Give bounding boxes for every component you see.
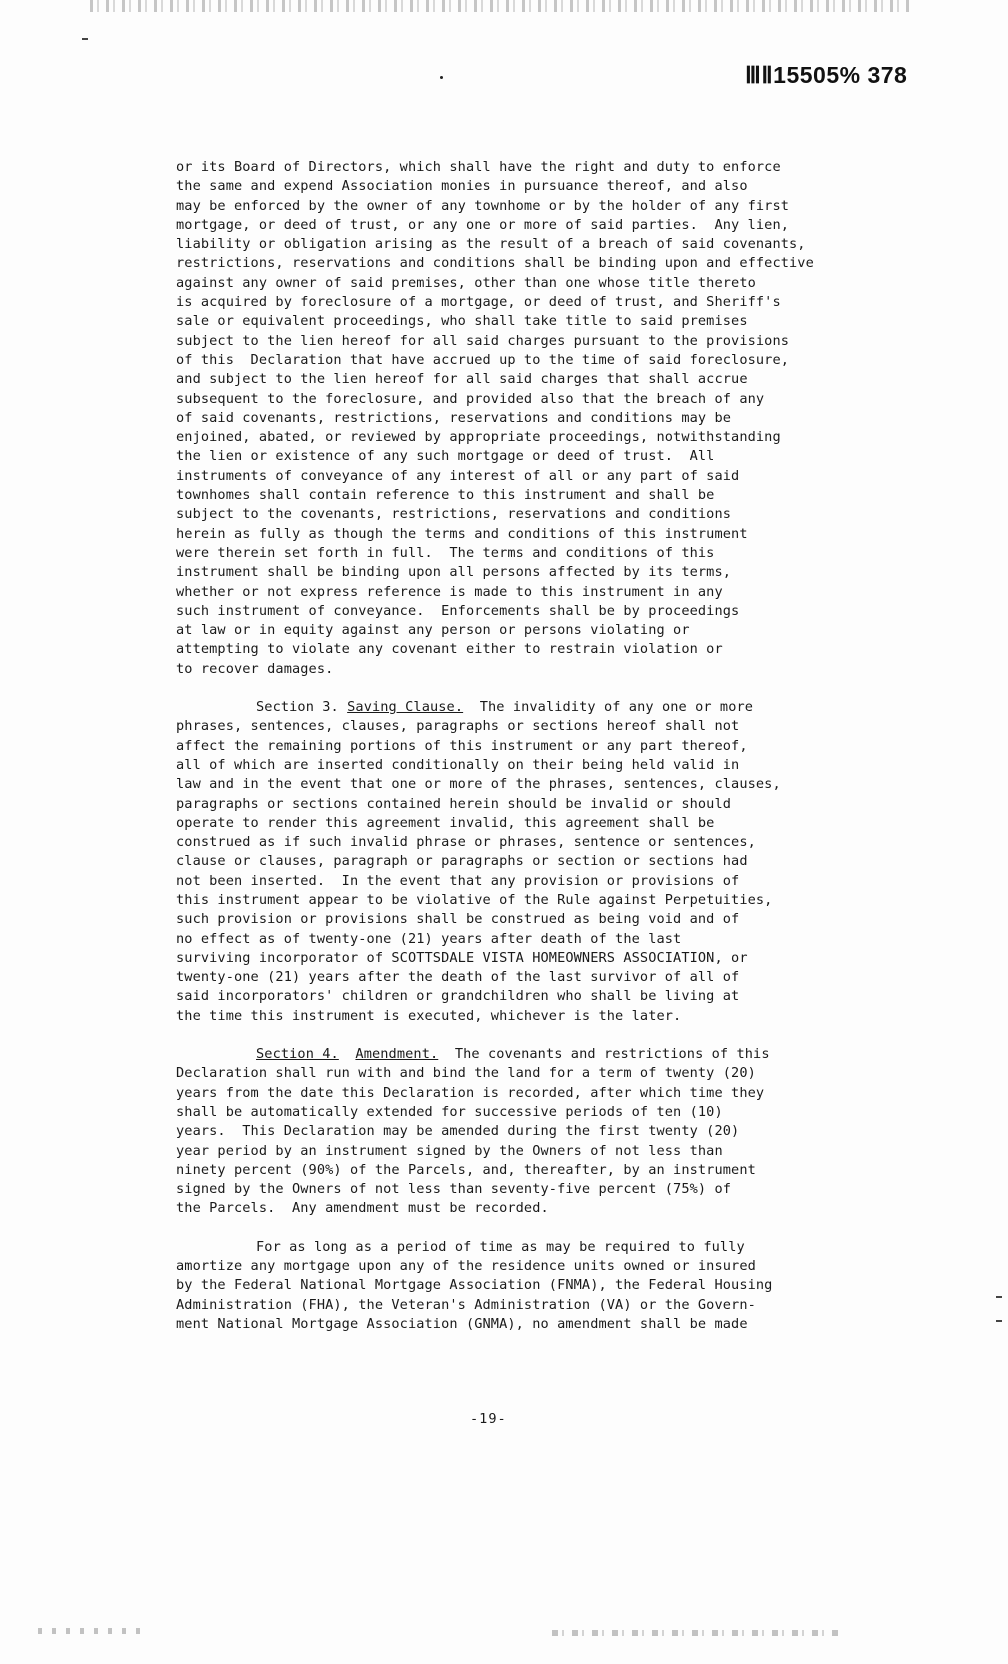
text-line: the lien or existence of any such mortgage or deed of trust. All [176, 448, 715, 465]
text-line: by the Federal National Mortgage Association (FNMA), the Federal Housing [176, 1277, 773, 1294]
text-line: or its Board of Directors, which shall have the right and duty to enforce [176, 159, 781, 175]
margin-mark [996, 1296, 1002, 1298]
text-line: signed by the Owners of not less than seventy-five percent (75%) of [176, 1181, 732, 1198]
text-line: affect the remaining portions of this instrument or any part thereof, [176, 737, 748, 754]
text-line: For as long as a period of time as may be required to fully [256, 1238, 745, 1255]
text-line: whether or not express reference is made to this instrument in any [176, 583, 723, 600]
text-line: to recover damages. [176, 660, 334, 677]
text-line: and subject to the lien hereof for all said charges that shall accrue [176, 371, 748, 388]
text-line: said incorporators' children or grandchildren who shall be living at [176, 988, 740, 1005]
text-line: year period by an instrument signed by the Owners of not less than [176, 1142, 723, 1159]
text-line: against any owner of said premises, other than one whose title thereto [176, 274, 756, 291]
scan-artifact-top [90, 0, 910, 12]
margin-mark [82, 38, 88, 40]
text-line: such provision or provisions shall be construed as being void and of [176, 911, 740, 928]
text-line: paragraphs or sections contained herein should be invalid or should [176, 795, 732, 812]
section-number: Section 3. [256, 699, 339, 716]
text-line: subsequent to the foreclosure, and provided also that the breach of any [176, 390, 765, 407]
text-line: twenty-one (21) years after the death of the last survivor of all of [176, 969, 740, 986]
text-line: instrument shall be binding upon all persons affected by its terms, [176, 564, 732, 581]
text-line: instruments of conveyance of any interest of all or any part of said [176, 467, 740, 484]
scan-artifact-bottom-right [552, 1630, 842, 1636]
text-line: not been inserted. In the event that any provision or provisions of [176, 872, 740, 889]
paragraph-enforcement [176, 158, 936, 679]
text-line: ment National Mortgage Association (GNMA), no amendment shall be made [176, 1315, 748, 1332]
text-line: Declaration shall run with and bind the land for a term of twenty (20) [176, 1065, 756, 1082]
text-line: the same and expend Association monies in pursuance thereof, and also [176, 178, 748, 195]
text-line: subject to the lien hereof for all said charges pursuant to the provisions [176, 332, 790, 349]
document-body [176, 158, 936, 1334]
scan-dot [440, 76, 443, 79]
section-title: Saving Clause. [347, 699, 464, 716]
text-line: the time this instrument is executed, whichever is the later. [176, 1007, 682, 1024]
text-line: years. This Declaration may be amended during the first twenty (20) [176, 1123, 740, 1140]
text-line: herein as fully as though the terms and conditions of this instrument [176, 525, 748, 542]
text-line: is acquired by foreclosure of a mortgage, or deed of trust, and Sheriff's [176, 294, 781, 311]
page-number: -19- [470, 1411, 507, 1427]
text-line: surviving incorporator of SCOTTSDALE VISTA HOMEOWNERS ASSOCIATION, or [176, 949, 748, 966]
text-segment: The invalidity of any one or more [463, 699, 754, 716]
text-line: Administration (FHA), the Veteran's Administration (VA) or the Govern- [176, 1296, 756, 1313]
text-line: may be enforced by the owner of any townhome or by the holder of any first [176, 197, 790, 214]
text-line: phrases, sentences, clauses, paragraphs or sections hereof shall not [176, 718, 740, 735]
text-line: construed as if such invalid phrase or phrases, sentence or sentences, [176, 834, 756, 851]
text-line: mortgage, or deed of trust, or any one or more of said parties. Any lien, [176, 216, 790, 233]
scan-artifact-bottom-left [38, 1628, 148, 1634]
section-3-saving-clause [176, 698, 936, 1026]
text-line: operate to render this agreement invalid, this agreement shall be [176, 814, 715, 831]
text-line: law and in the event that one or more of the phrases, sentences, clauses, [176, 776, 781, 793]
text-line: townhomes shall contain reference to this instrument and shall be [176, 487, 715, 504]
text-line: sale or equivalent proceedings, who shall take title to said premises [176, 313, 748, 330]
text-line: years from the date this Declaration is recorded, after which time they [176, 1084, 765, 1101]
text-line: amortize any mortgage upon any of the residence units owned or insured [176, 1258, 756, 1275]
section-heading-line [176, 698, 936, 717]
text-line: all of which are inserted conditionally on their being held valid in [176, 756, 740, 773]
text-line: were therein set forth in full. The terms and conditions of this [176, 544, 715, 561]
text-line: liability or obligation arising as the result of a breach of said covenants, [176, 236, 806, 253]
section-4-amendment [176, 1045, 936, 1219]
text-line: no effect as of twenty-one (21) years after death of the last [176, 930, 682, 947]
paragraph-fnma [176, 1238, 936, 1334]
recording-number: ⅢⅡ15505% 378 [745, 62, 908, 88]
text-line: clause or clauses, paragraph or paragraphs or section or sections had [176, 853, 748, 870]
text-line: of this Declaration that have accrued up to the time of said foreclosure, [176, 351, 790, 368]
text-line: restrictions, reservations and conditions shall be binding upon and effective [176, 255, 814, 272]
section-heading-line [176, 1045, 936, 1064]
text-line: at law or in equity against any person or persons violating or [176, 622, 690, 639]
text-line: the Parcels. Any amendment must be recorded. [176, 1200, 549, 1217]
text-line: attempting to violate any covenant either to restrain violation or [176, 641, 723, 658]
text-line: ninety percent (90%) of the Parcels, and, thereafter, by an instrument [176, 1161, 756, 1178]
margin-mark [996, 1320, 1002, 1322]
text-line: enjoined, abated, or reviewed by appropriate proceedings, notwithstanding [176, 429, 781, 446]
text-segment: The covenants and restrictions of this [438, 1046, 770, 1063]
section-title: Amendment. [355, 1046, 439, 1063]
text-line: this instrument appear to be violative of the Rule against Perpetuities, [176, 891, 773, 908]
text-line: such instrument of conveyance. Enforcements shall be by proceedings [176, 602, 740, 619]
text-line: of said covenants, restrictions, reservations and conditions may be [176, 409, 732, 426]
text-line: shall be automatically extended for successive periods of ten (10) [176, 1103, 723, 1120]
text-line: subject to the covenants, restrictions, reservations and conditions [176, 506, 732, 523]
section-number: Section 4. [256, 1046, 339, 1063]
